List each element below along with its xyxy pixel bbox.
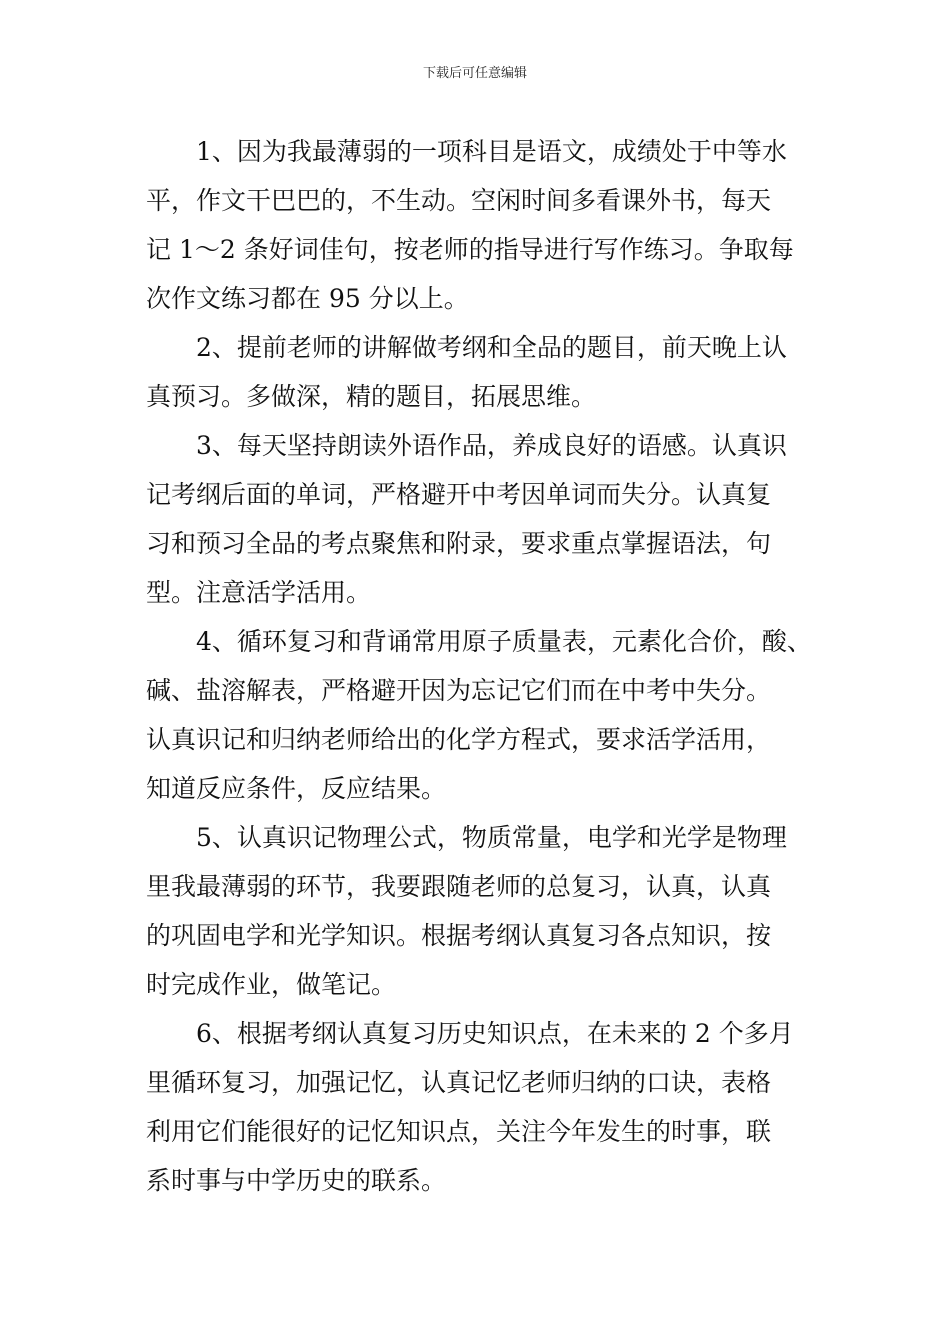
paragraph-line: 的巩固电学和光学知识。根据考纲认真复习各点知识，按 (146, 921, 772, 950)
paragraph-line: 碱、盐溶解表，严格避开因为忘记它们而在中考中失分。 (146, 676, 772, 705)
paragraph-line: 真预习。多做深，精的题目，拓展思维。 (146, 382, 597, 411)
paragraph-line: 次作文练习都在 95 分以上。 (146, 284, 469, 313)
paragraph-line: 里我最薄弱的环节，我要跟随老师的总复习，认真，认真 (146, 872, 772, 901)
paragraph-line: 记 1～2 条好词佳句，按老师的指导进行写作练习。争取每 (146, 235, 794, 264)
paragraph-2 (146, 323, 836, 421)
header-note: 下载后可任意编辑 (422, 66, 527, 81)
paragraph-1 (146, 127, 836, 323)
paragraph-line: 3、每天坚持朗读外语作品，养成良好的语感。认真识 (196, 431, 787, 460)
paragraph-5 (146, 813, 836, 1009)
paragraph-line: 习和预习全品的考点聚焦和附录，要求重点掌握语法，句 (146, 529, 772, 558)
paragraph-line: 4、循环复习和背诵常用原子质量表，元素化合价，酸、 (196, 627, 812, 656)
paragraph-6 (146, 1009, 836, 1205)
paragraph-line: 型。注意活学活用。 (146, 578, 372, 607)
paragraph-3 (146, 421, 836, 617)
paragraph-4 (146, 617, 836, 813)
paragraph-line: 平，作文干巴巴的，不生动。空闲时间多看课外书，每天 (146, 186, 772, 215)
paragraph-line: 1、因为我最薄弱的一项科目是语文，成绩处于中等水 (196, 137, 787, 166)
paragraph-line: 时完成作业，做笔记。 (146, 970, 397, 999)
paragraph-line: 2、提前老师的讲解做考纲和全品的题目，前天晚上认 (196, 333, 787, 362)
paragraph-line: 里循环复习，加强记忆，认真记忆老师归纳的口诀，表格 (146, 1068, 772, 1097)
paragraph-line: 知道反应条件，反应结果。 (146, 774, 447, 803)
paragraph-line: 认真识记和归纳老师给出的化学方程式，要求活学活用， (146, 725, 772, 754)
paragraph-line: 5、认真识记物理公式，物质常量，电学和光学是物理 (196, 823, 787, 852)
paragraph-line: 记考纲后面的单词，严格避开中考因单词而失分。认真复 (146, 480, 772, 509)
paragraph-line: 6、根据考纲认真复习历史知识点，在未来的 2 个多月 (196, 1019, 794, 1048)
document-body (146, 127, 836, 1205)
paragraph-line: 利用它们能很好的记忆知识点，关注今年发生的时事，联 (146, 1117, 772, 1146)
paragraph-line: 系时事与中学历史的联系。 (146, 1166, 447, 1195)
